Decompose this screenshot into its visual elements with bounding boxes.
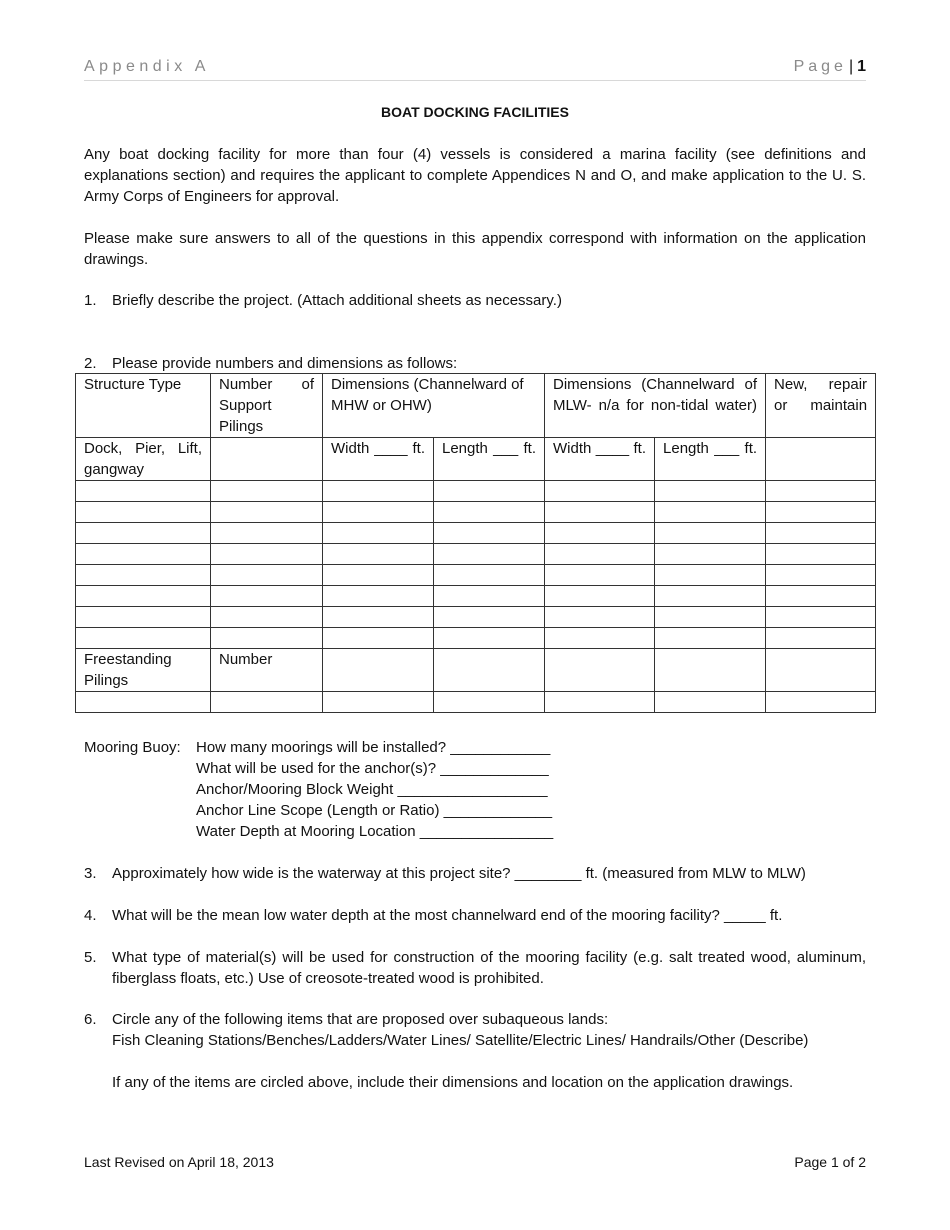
question-text: What type of material(s) will be used for construction of the mooring facility (e.g. salt treated wood, aluminum, fiberglass floats, etc.) Use of creosote-treated wood is prohibited. — [112, 949, 866, 987]
question-number: 4. — [84, 907, 97, 924]
page-header — [84, 56, 866, 81]
table-cell[interactable] — [766, 628, 876, 649]
table-cell[interactable] — [655, 565, 766, 586]
table-row — [76, 607, 876, 628]
table-cell[interactable] — [211, 628, 323, 649]
table-cell[interactable] — [323, 607, 434, 628]
length-mlw-cell[interactable]: Length ___ ft. — [655, 438, 766, 481]
table-cell[interactable] — [766, 438, 876, 481]
table-cell[interactable] — [655, 586, 766, 607]
question-text: Briefly describe the project. (Attach additional sheets as necessary.) — [112, 292, 562, 309]
table-cell[interactable] — [766, 586, 876, 607]
table-cell[interactable] — [545, 649, 655, 692]
page-separator: | — [848, 58, 854, 75]
header-structure-type: Structure Type — [76, 374, 211, 438]
page-indicator — [794, 58, 866, 76]
dock-label: Dock, Pier, Lift, gangway — [76, 438, 211, 481]
question-text: Approximately how wide is the waterway at this project site? ________ ft. (measured from MLW to MLW) — [112, 865, 806, 882]
table-cell[interactable] — [655, 544, 766, 565]
intro-paragraph-marina: Any boat docking facility for more than four (4) vessels is considered a marina facility (see definitions and explanations section) and requires the applicant to complete Appendices N and O, and make application to the U. S. Army Corps of Engineers for approval. — [84, 146, 866, 205]
table-cell[interactable] — [323, 544, 434, 565]
table-cell[interactable] — [434, 565, 545, 586]
table-cell[interactable] — [655, 523, 766, 544]
table-cell[interactable] — [434, 481, 545, 502]
table-cell[interactable] — [766, 523, 876, 544]
question-number: 2. — [84, 355, 97, 372]
table-cell[interactable] — [655, 607, 766, 628]
page-label: Page — [793, 58, 847, 75]
table-cell[interactable] — [766, 649, 876, 692]
table-cell[interactable] — [76, 565, 211, 586]
table-row — [76, 565, 876, 586]
header-dimensions-mhw: Dimensions (Channelward of MHW or OHW) — [323, 374, 545, 438]
table-cell[interactable] — [655, 481, 766, 502]
table-row — [76, 692, 876, 713]
mooring-depth-line[interactable]: Water Depth at Mooring Location ________________ — [196, 823, 554, 840]
table-cell[interactable] — [434, 523, 545, 544]
table-cell[interactable] — [434, 649, 545, 692]
table-cell[interactable] — [766, 502, 876, 523]
table-cell[interactable] — [434, 607, 545, 628]
table-cell[interactable] — [545, 692, 655, 713]
table-cell[interactable] — [655, 649, 766, 692]
table-cell[interactable] — [323, 586, 434, 607]
length-mhw-cell[interactable]: Length ___ ft. — [434, 438, 545, 481]
question-number: 1. — [84, 292, 97, 309]
header-support-pilings: Number of Support Pilings — [211, 374, 323, 438]
table-cell[interactable] — [76, 628, 211, 649]
table-cell[interactable] — [766, 565, 876, 586]
table-cell[interactable] — [76, 692, 211, 713]
table-cell[interactable] — [766, 607, 876, 628]
table-cell[interactable] — [434, 628, 545, 649]
question-6 — [84, 1009, 866, 1093]
table-cell[interactable] — [655, 502, 766, 523]
table-cell[interactable] — [211, 607, 323, 628]
table-cell[interactable] — [76, 481, 211, 502]
header-dimensions-mlw: Dimensions (Channelward of MLW- n/a for non-tidal water) — [545, 374, 766, 438]
table-row — [76, 544, 876, 565]
table-cell[interactable] — [545, 586, 655, 607]
table-cell[interactable] — [323, 523, 434, 544]
question-4 — [84, 905, 866, 926]
table-row — [76, 502, 876, 523]
table-header-row — [76, 374, 876, 438]
intro-paragraph-drawings: Please make sure answers to all of the questions in this appendix correspond with information on the application drawings. — [84, 230, 866, 268]
table-cell[interactable] — [434, 586, 545, 607]
table-row — [76, 523, 876, 544]
dock-row — [76, 438, 876, 481]
table-cell[interactable] — [766, 544, 876, 565]
table-cell[interactable] — [323, 481, 434, 502]
question-number: 3. — [84, 865, 97, 882]
table-row — [76, 586, 876, 607]
question-text: Please provide numbers and dimensions as follows: — [112, 355, 458, 372]
table-cell[interactable] — [211, 523, 323, 544]
items-list: Fish Cleaning Stations/Benches/Ladders/Water Lines/ Satellite/Electric Lines/ Handrails/Other (Describe) — [112, 1032, 809, 1049]
table-cell[interactable] — [211, 502, 323, 523]
table-cell[interactable] — [211, 438, 323, 481]
table-cell[interactable] — [211, 481, 323, 502]
table-cell[interactable] — [545, 628, 655, 649]
table-cell[interactable] — [76, 607, 211, 628]
table-cell[interactable] — [323, 649, 434, 692]
table-cell[interactable] — [323, 565, 434, 586]
page-count: Page 1 of 2 — [794, 1154, 866, 1170]
mooring-weight-line[interactable]: Anchor/Mooring Block Weight __________________ — [196, 781, 548, 798]
table-cell[interactable] — [545, 544, 655, 565]
table-cell[interactable] — [211, 586, 323, 607]
freestanding-row — [76, 649, 876, 692]
question-number: 6. — [84, 1011, 97, 1028]
question-5 — [84, 947, 866, 989]
mooring-buoy-label: Mooring Buoy: — [84, 739, 181, 756]
freestanding-number-cell[interactable]: Number — [211, 649, 323, 692]
question-1 — [84, 290, 866, 311]
revision-date: Last Revised on April 18, 2013 — [84, 1154, 274, 1170]
table-row — [76, 628, 876, 649]
table-cell[interactable] — [434, 692, 545, 713]
mooring-scope-line[interactable]: Anchor Line Scope (Length or Ratio) _____________ — [196, 802, 553, 819]
question-number: 5. — [84, 949, 97, 966]
table-cell[interactable] — [211, 692, 323, 713]
table-cell[interactable] — [766, 692, 876, 713]
table-cell[interactable] — [545, 565, 655, 586]
question-text: Circle any of the following items that are proposed over subaqueous lands: — [112, 1011, 609, 1028]
table-cell[interactable] — [434, 544, 545, 565]
table-cell[interactable] — [211, 565, 323, 586]
table-cell[interactable] — [655, 692, 766, 713]
dimensions-table — [75, 373, 876, 713]
table-cell[interactable] — [323, 502, 434, 523]
width-mlw-cell[interactable]: Width ____ ft. — [545, 438, 655, 481]
table-cell[interactable] — [545, 502, 655, 523]
appendix-label: Appendix A — [84, 58, 210, 75]
table-cell[interactable] — [655, 628, 766, 649]
table-cell[interactable] — [434, 502, 545, 523]
header-new-repair: New, repair or maintain — [766, 374, 876, 438]
table-cell[interactable] — [76, 502, 211, 523]
page-number: 1 — [857, 58, 866, 75]
page-title: BOAT DOCKING FACILITIES — [381, 104, 569, 120]
mooring-count-line[interactable]: How many moorings will be installed? ____________ — [196, 739, 551, 756]
freestanding-label: Freestanding Pilings — [76, 649, 211, 692]
table-cell[interactable] — [76, 544, 211, 565]
table-cell[interactable] — [545, 523, 655, 544]
mooring-buoy-section — [84, 737, 866, 842]
table-cell[interactable] — [545, 607, 655, 628]
table-cell[interactable] — [323, 692, 434, 713]
table-row — [76, 481, 876, 502]
items-instruction: If any of the items are circled above, include their dimensions and location on the application drawings. — [112, 1074, 794, 1091]
question-3 — [84, 863, 866, 884]
table-cell[interactable] — [211, 544, 323, 565]
table-cell[interactable] — [76, 586, 211, 607]
table-cell[interactable] — [766, 481, 876, 502]
mooring-anchor-line[interactable]: What will be used for the anchor(s)? _____________ — [196, 760, 549, 777]
question-text: What will be the mean low water depth at the most channelward end of the mooring facility? _____ ft. — [112, 907, 783, 924]
table-cell[interactable] — [545, 481, 655, 502]
width-mhw-cell[interactable]: Width ____ ft. — [323, 438, 434, 481]
table-cell[interactable] — [323, 628, 434, 649]
question-2 — [84, 353, 866, 374]
table-cell[interactable] — [76, 523, 211, 544]
